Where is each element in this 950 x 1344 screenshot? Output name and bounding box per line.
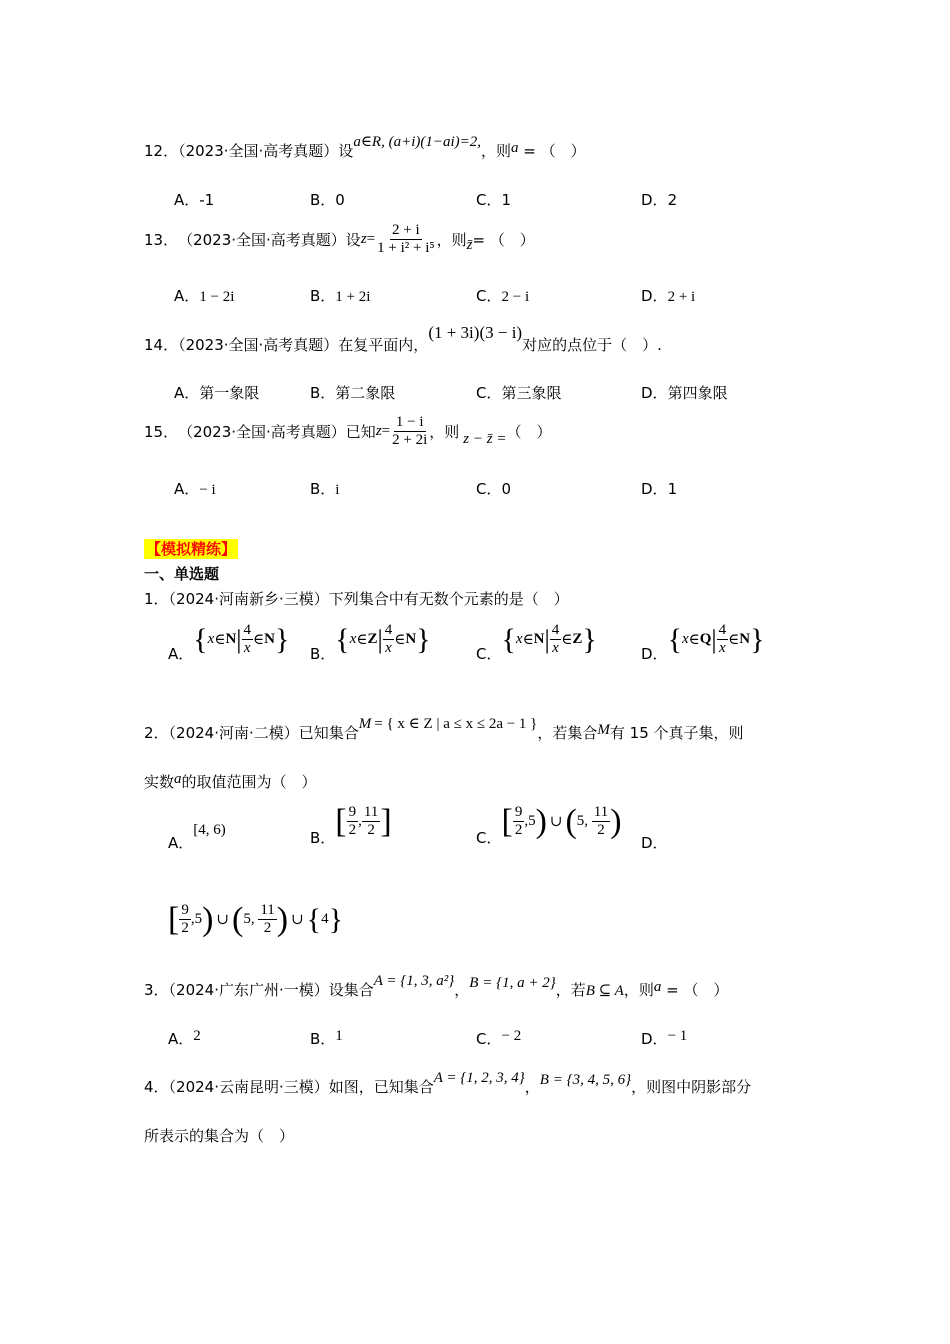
left-bracket: [ (501, 802, 513, 840)
union-operator: ∪ (549, 814, 563, 831)
question-text: ，则 (429, 423, 460, 442)
divider-bar: | (711, 624, 717, 654)
option-label: C． (476, 287, 502, 305)
option-label: B． (310, 384, 336, 402)
option-label: C． (476, 191, 502, 209)
question-source: （2023·全国·高考真题）已知 (178, 423, 376, 442)
question-source: （2024·河南新乡·三模）下列集合中有无数个元素的是（ ） (168, 590, 569, 608)
union-operator: ∪ (291, 912, 304, 929)
q12-option-c[interactable] (476, 189, 511, 210)
math-expression: A = {1, 3, a²} (373, 973, 455, 989)
question-number: 13． (144, 231, 179, 250)
right-paren: ) (535, 802, 547, 840)
left-paren: ( (565, 802, 577, 840)
q15-option-c[interactable] (476, 478, 511, 499)
p2-option-b[interactable] (310, 802, 392, 848)
question-source: （2024·河南·二模）已知集合 (168, 724, 359, 742)
p4-stem-line2: 所表示的集合为（ ） (144, 1127, 295, 1145)
option-label: D． (641, 645, 668, 664)
fraction (375, 222, 436, 258)
fraction (592, 804, 610, 840)
fraction (258, 902, 276, 938)
q14-option-b[interactable] (310, 382, 395, 403)
math-number: 5 (528, 813, 536, 830)
option-label: D． (641, 287, 668, 305)
question-text: ，若 (555, 981, 586, 999)
option-label: D． (641, 191, 668, 209)
q13-stem (144, 222, 535, 258)
question-number: 4． (144, 1078, 169, 1096)
math-variable: x (515, 631, 523, 648)
option-value: 0 (501, 480, 512, 498)
question-source: （2023·全国·高考真题）设 (178, 231, 361, 250)
q12-option-d[interactable] (641, 189, 677, 210)
option-value: 2 (193, 1028, 201, 1044)
option-label: A． (174, 480, 200, 498)
number-set: Z (572, 631, 583, 648)
left-brace: { (667, 622, 682, 656)
option-value: 第三象限 (501, 384, 562, 402)
comma: , (584, 813, 592, 830)
option-value: 1 − 2i (199, 289, 235, 305)
question-number: 2． (144, 724, 169, 742)
fraction-numerator: 4 (383, 622, 395, 640)
math-variable: x (681, 631, 689, 648)
option-value: 第一象限 (199, 384, 260, 402)
question-text: ，则 (481, 142, 512, 160)
q13-option-d[interactable] (641, 285, 695, 306)
math-variable: a (511, 140, 519, 156)
set-expression (193, 622, 289, 658)
left-brace: { (306, 902, 322, 936)
q12-option-a[interactable] (174, 189, 214, 210)
right-brace: } (416, 622, 431, 656)
question-source: （2023·全国·高考真题）在复平面内， (178, 336, 429, 354)
right-paren: ) (610, 802, 622, 840)
interval-expression (335, 804, 391, 840)
math-operator: ∈ (394, 632, 406, 649)
math-expression: = { x ∈ Z | a ≤ x ≤ 2a − 1 } (374, 716, 538, 732)
math-operator: ∈ (728, 632, 740, 649)
p2-option-d-value[interactable] (168, 902, 343, 938)
question-source: （2024·广东广州·一模）设集合 (168, 981, 374, 999)
set-expression (668, 622, 765, 658)
fraction-denominator: 2 + 2i (392, 432, 428, 449)
q12-option-b[interactable] (310, 189, 345, 210)
option-value: i (335, 482, 340, 498)
option-value: 1 + 2i (335, 289, 371, 305)
comma: , (358, 813, 362, 830)
option-value: 0 (335, 191, 345, 209)
question-number: 1． (144, 590, 169, 608)
option-label: D． (641, 480, 668, 498)
left-brace: { (193, 622, 208, 656)
fraction-denominator: x (719, 640, 726, 657)
q14-stem (144, 323, 662, 355)
math-expression: A = {1, 2, 3, 4} (433, 1070, 525, 1086)
union-operator: ∪ (216, 912, 229, 929)
p3-option-b[interactable] (310, 1028, 343, 1049)
fraction-numerator: 11 (592, 804, 610, 822)
math-variable: M (358, 716, 372, 732)
question-text: ， (454, 981, 470, 999)
fraction-numerator: 4 (550, 622, 562, 640)
fraction-numerator: 9 (179, 902, 191, 920)
math-expression: z − z̄ = (463, 431, 507, 448)
q15-option-d[interactable] (641, 478, 677, 499)
math-operator: = (381, 423, 391, 440)
fraction-numerator: 9 (347, 804, 359, 822)
option-value: [4, 6) (193, 822, 226, 838)
math-variable: x (207, 631, 215, 648)
fraction (383, 622, 395, 658)
fraction-numerator: 4 (717, 622, 729, 640)
set-expression (501, 622, 596, 658)
q12-stem (144, 134, 586, 161)
number-set: N (264, 631, 275, 648)
right-paren: ) (276, 900, 289, 938)
option-label: A． (174, 384, 200, 402)
option-label: A． (168, 645, 194, 664)
question-number: 14． (144, 336, 179, 354)
fraction-numerator: 1 − i (394, 414, 426, 432)
left-bracket: [ (168, 900, 180, 938)
q14-option-d[interactable] (641, 382, 728, 403)
option-label: C． (476, 829, 502, 848)
p2-option-d[interactable] (641, 832, 668, 853)
option-label: C． (476, 480, 502, 498)
option-label: D． (641, 384, 668, 402)
comma: , (250, 911, 259, 928)
math-operator: ∈ (356, 632, 368, 649)
interval-expression (501, 804, 621, 840)
p2-stem (144, 716, 744, 743)
math-expression: B = {3, 4, 5, 6} (539, 1072, 632, 1088)
fraction-numerator: 2 + i (390, 222, 422, 240)
option-label: B． (310, 1030, 336, 1048)
fraction-numerator: 4 (242, 622, 254, 640)
question-text: = （ ） (661, 981, 729, 999)
right-brace: } (582, 622, 597, 656)
number-set: N (405, 631, 417, 648)
fraction (179, 902, 191, 938)
q15-option-a[interactable] (174, 478, 216, 499)
math-number: 4 (321, 911, 329, 928)
option-label: C． (476, 384, 502, 402)
question-text: ，则 (436, 231, 467, 250)
fraction (242, 622, 254, 658)
question-text: ，若集合 (537, 724, 598, 742)
option-label: D． (641, 834, 668, 852)
option-value: 第二象限 (335, 384, 396, 402)
p2-option-c[interactable] (476, 802, 622, 848)
math-operator: ∈ (253, 632, 265, 649)
option-label: B． (310, 191, 336, 209)
divider-bar: | (377, 624, 383, 654)
q13-option-b[interactable] (310, 285, 370, 306)
question-source: （2024·云南昆明·三模）如图，已知集合 (168, 1078, 434, 1096)
interval-expression (168, 902, 343, 938)
section-tag-text: 【模拟精练】 (146, 540, 237, 558)
question-text: ，则 (623, 981, 654, 999)
comma: , (524, 813, 529, 830)
math-expression: (1 + 3i)(3 − i) (428, 323, 523, 342)
math-operator: ∈ (214, 632, 226, 649)
math-operator: ∈ (561, 632, 573, 649)
option-label: A． (174, 191, 200, 209)
fraction-numerator: 11 (258, 902, 276, 920)
question-text: （ ） (506, 423, 552, 442)
section-tag (144, 538, 238, 559)
option-label: B． (310, 829, 336, 848)
fraction-denominator: 2 (514, 822, 523, 839)
fraction-denominator: x (385, 640, 392, 657)
set-expression (335, 622, 430, 658)
question-number: 3． (144, 981, 169, 999)
question-text: = （ ） (518, 142, 586, 160)
question-text: = （ ） (472, 231, 535, 250)
math-variable: M (597, 722, 610, 738)
question-text: ，则图中阴影部分 (631, 1078, 752, 1096)
math-expression: B ⊆ A (585, 983, 624, 999)
p3-option-d[interactable] (641, 1028, 687, 1049)
option-label: A． (168, 1030, 194, 1048)
math-operator: ∈ (688, 632, 700, 649)
option-value: − 2 (501, 1028, 522, 1044)
question-text: 对应的点位于（ ）. (522, 336, 662, 354)
option-label: A． (174, 287, 200, 305)
fraction-numerator: 11 (362, 804, 380, 822)
option-value: 1 (667, 480, 678, 498)
p2-option-a[interactable] (168, 822, 226, 852)
question-text: ， (524, 1078, 540, 1096)
left-paren: ( (231, 900, 244, 938)
math-number: 5 (243, 911, 251, 928)
question-text: 的取值范围为（ ） (181, 773, 317, 791)
math-number: 5 (194, 911, 203, 928)
right-paren: ) (202, 900, 214, 938)
right-brace: } (750, 622, 765, 656)
fraction (513, 804, 525, 840)
fraction (347, 804, 359, 840)
number-set: Z (367, 631, 378, 648)
math-operator: = (366, 231, 376, 248)
p4-stem (144, 1070, 752, 1097)
math-operator: ∈ (522, 632, 534, 649)
question-number: 15． (144, 423, 179, 442)
p1-option-b[interactable] (310, 622, 431, 664)
math-variable: a (653, 979, 662, 995)
number-set: N (225, 631, 237, 648)
option-label: A． (168, 834, 194, 852)
option-label: B． (310, 480, 336, 498)
left-brace: { (335, 622, 350, 656)
fraction-denominator: 2 (263, 920, 272, 937)
math-variable: z (375, 423, 382, 440)
number-set: N (533, 631, 545, 648)
math-variable: z̄ (466, 237, 473, 254)
fraction (362, 804, 380, 840)
p3-stem (144, 973, 729, 1000)
question-source: （2023·全国·高考真题）设 (178, 142, 354, 160)
q14-option-a[interactable] (174, 382, 259, 403)
fraction-denominator: x (243, 640, 251, 657)
q15-stem (144, 414, 551, 450)
left-brace: { (501, 622, 516, 656)
option-label: C． (476, 1030, 502, 1048)
fraction-numerator: 9 (513, 804, 525, 822)
option-value: 第四象限 (667, 384, 728, 402)
fraction (550, 622, 562, 658)
option-label: C． (476, 645, 502, 664)
right-bracket: ] (380, 802, 392, 840)
divider-bar: | (544, 624, 550, 654)
p2-stem-line2 (144, 771, 317, 792)
fraction-denominator: 2 (181, 920, 189, 937)
number-set: Q (699, 631, 712, 648)
q14-option-c[interactable] (476, 382, 562, 403)
p1-option-c[interactable] (476, 622, 597, 664)
fraction (717, 622, 729, 658)
math-variable: x (349, 631, 357, 648)
q13-option-a[interactable] (174, 285, 234, 306)
fraction-denominator: 1 + i² + i⁵ (377, 240, 435, 257)
option-value: 2 − i (501, 289, 530, 305)
math-variable: z (360, 231, 367, 248)
section-title: 一、单选题 (144, 565, 220, 583)
comma: , (190, 911, 195, 928)
p1-option-d[interactable] (641, 622, 765, 664)
question-text: 有 15 个真子集，则 (609, 724, 744, 742)
option-value: − i (199, 482, 216, 498)
p3-option-c[interactable] (476, 1028, 521, 1049)
option-value: -1 (199, 191, 215, 209)
option-value: 1 (501, 191, 512, 209)
math-expression: B = {1, a + 2} (469, 975, 556, 991)
divider-bar: | (236, 624, 242, 654)
fraction (390, 414, 429, 450)
fraction-denominator: 2 (367, 822, 375, 839)
option-label: B． (310, 645, 336, 664)
math-variable: a (174, 771, 182, 787)
p3-option-a[interactable] (168, 1028, 201, 1049)
p1-stem (144, 588, 569, 609)
left-bracket: [ (335, 802, 347, 840)
fraction-denominator: x (552, 640, 559, 657)
number-set: N (739, 631, 751, 648)
q13-option-c[interactable] (476, 285, 529, 306)
option-label: D． (641, 1030, 668, 1048)
question-text: 实数 (144, 773, 175, 791)
fraction-denominator: 2 (348, 822, 357, 839)
right-brace: } (274, 622, 290, 656)
option-value: 1 (335, 1028, 343, 1044)
question-number: 12． (144, 142, 179, 160)
option-label: B． (310, 287, 336, 305)
right-brace: } (328, 902, 343, 936)
math-expression: a∈R, (a+i)(1−ai)=2, (353, 134, 482, 150)
p1-option-a[interactable] (168, 622, 290, 664)
fraction-denominator: 2 (597, 822, 605, 839)
option-value: 2 + i (667, 289, 696, 305)
option-value: 2 (667, 191, 678, 209)
math-number: 5 (576, 813, 585, 830)
option-value: − 1 (667, 1028, 688, 1044)
q15-option-b[interactable] (310, 478, 339, 499)
